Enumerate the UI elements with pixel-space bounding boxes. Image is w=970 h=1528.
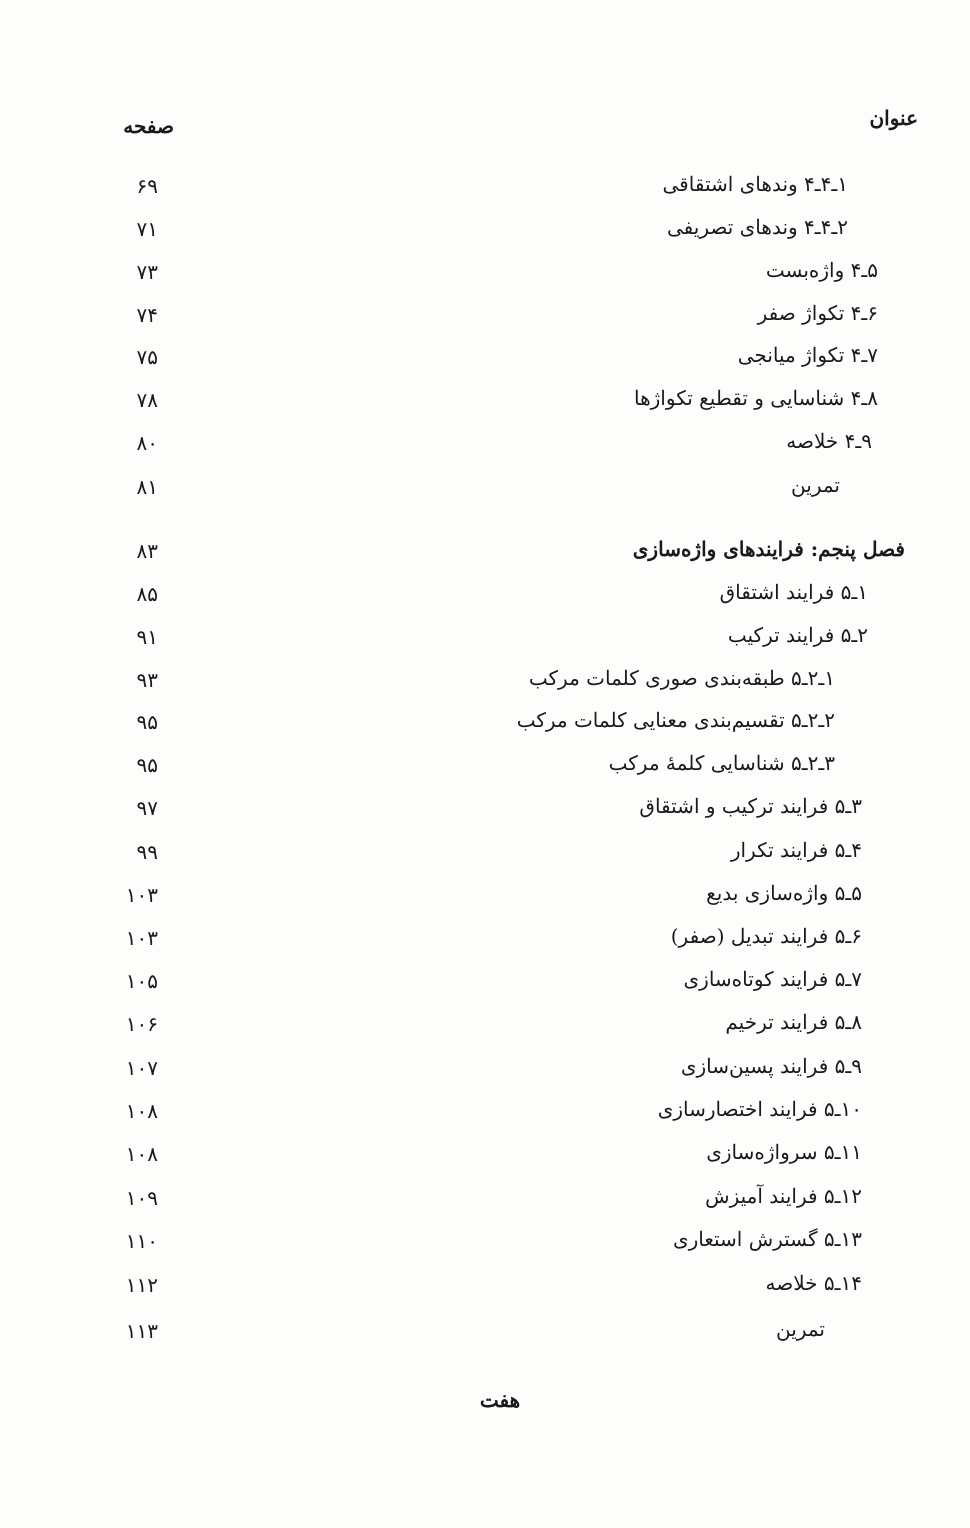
toc-entry-title: ۵ـ۵ واژه‌سازی بدیع <box>706 881 862 905</box>
toc-entry-page: ۷۳ <box>136 260 158 284</box>
toc-entry-title: ۹ـ۴ خلاصه <box>786 429 872 453</box>
toc-entry-title: ۸ـ۴ شناسایی و تقطیع تکواژها <box>634 386 878 410</box>
toc-entry-title: ۶ـ۵ فرایند تبدیل (صفر) <box>670 924 862 948</box>
toc-entry-title: ۳ـ۲ـ۵ شناسایی کلمهٔ مرکب <box>608 751 835 775</box>
toc-entry-page: ۹۷ <box>136 796 158 820</box>
toc-entry-page: ۱۱۰ <box>125 1229 158 1253</box>
toc-entry-title: ۴ـ۵ فرایند تکرار <box>730 838 862 862</box>
toc-entry-title: ۱۴ـ۵ خلاصه <box>765 1271 862 1295</box>
toc-entry-page: ۸۳ <box>136 539 158 563</box>
toc-entry-page: ۱۰۳ <box>125 883 158 907</box>
toc-entry-page: ۹۵ <box>136 710 158 734</box>
toc-entry-page: ۶۹ <box>136 174 158 198</box>
toc-entry-title: ۲ـ۴ـ۴ وندهای تصریفی <box>667 215 848 239</box>
toc-entry-title: تمرین <box>791 473 840 497</box>
toc-entry-page: ۱۰۸ <box>125 1142 158 1166</box>
toc-entry-title: ۱ـ۵ فرایند اشتقاق <box>719 580 868 604</box>
toc-entry-title: ۱ـ۴ـ۴ وندهای اشتقاقی <box>662 172 848 196</box>
toc-entry-title: ۸ـ۵ فرایند ترخیم <box>725 1010 862 1034</box>
toc-entry-title: تمرین <box>776 1317 825 1341</box>
toc-entry-title: ۷ـ۴ تکواژ میانجی <box>737 343 878 367</box>
toc-entry-page: ۱۰۵ <box>125 969 158 993</box>
toc-entry-page: ۱۰۶ <box>125 1012 158 1036</box>
toc-entry-title: ۱۰ـ۵ فرایند اختصارسازی <box>657 1097 862 1121</box>
toc-entry-title: ۱۲ـ۵ فرایند آمیزش <box>705 1184 862 1208</box>
toc-entry-title: ۱ـ۲ـ۵ طبقه‌بندی صوری کلمات مرکب <box>528 666 835 690</box>
toc-entry-page: ۷۱ <box>136 217 158 241</box>
toc-entry-page: ۹۳ <box>136 668 158 692</box>
toc-entry-title: ۱۱ـ۵ سرواژه‌سازی <box>706 1140 862 1164</box>
toc-entry-page: ۱۰۳ <box>125 926 158 950</box>
toc-entry-page: ۸۵ <box>136 582 158 606</box>
toc-entry-title: ۱۳ـ۵ گسترش استعاری <box>672 1227 862 1251</box>
toc-entry-page: ۱۱۳ <box>125 1319 158 1343</box>
toc-entry-title: ۵ـ۴ واژه‌بست <box>765 258 878 282</box>
toc-entry-page: ۸۱ <box>136 475 158 499</box>
toc-entry-page: ۱۰۹ <box>125 1186 158 1210</box>
toc-entry-page: ۱۰۸ <box>125 1099 158 1123</box>
toc-entry-title: ۲ـ۲ـ۵ تقسیم‌بندی معنایی کلمات مرکب <box>516 708 835 732</box>
toc-entry-page: ۷۴ <box>136 303 158 327</box>
toc-entry-page: ۹۱ <box>136 625 158 649</box>
page-number-footer: هفت <box>479 1388 521 1412</box>
toc-entry-title: ۳ـ۵ فرایند ترکیب و اشتقاق <box>639 794 862 818</box>
toc-entry-title: ۶ـ۴ تکواژ صفر <box>757 301 878 325</box>
toc-entry-page: ۷۸ <box>136 388 158 412</box>
toc-entry-title: ۲ـ۵ فرایند ترکیب <box>727 623 868 647</box>
toc-entry-page: ۱۰۷ <box>125 1056 158 1080</box>
toc-entry-title: ۹ـ۵ فرایند پسین‌سازی <box>680 1054 862 1078</box>
toc-entry-page: ۹۵ <box>136 753 158 777</box>
toc-entry-page: ۷۵ <box>136 345 158 369</box>
toc-entry-page: ۹۹ <box>136 840 158 864</box>
chapter-title: فصل پنجم: فرایندهای واژه‌سازی <box>632 537 905 561</box>
page-column-header: صفحه <box>123 114 174 138</box>
toc-entry-page: ۱۱۲ <box>125 1273 158 1297</box>
title-column-header: عنوان <box>869 106 918 130</box>
toc-entry-page: ۸۰ <box>136 431 158 455</box>
toc-entry-title: ۷ـ۵ فرایند کوتاه‌سازی <box>683 967 862 991</box>
